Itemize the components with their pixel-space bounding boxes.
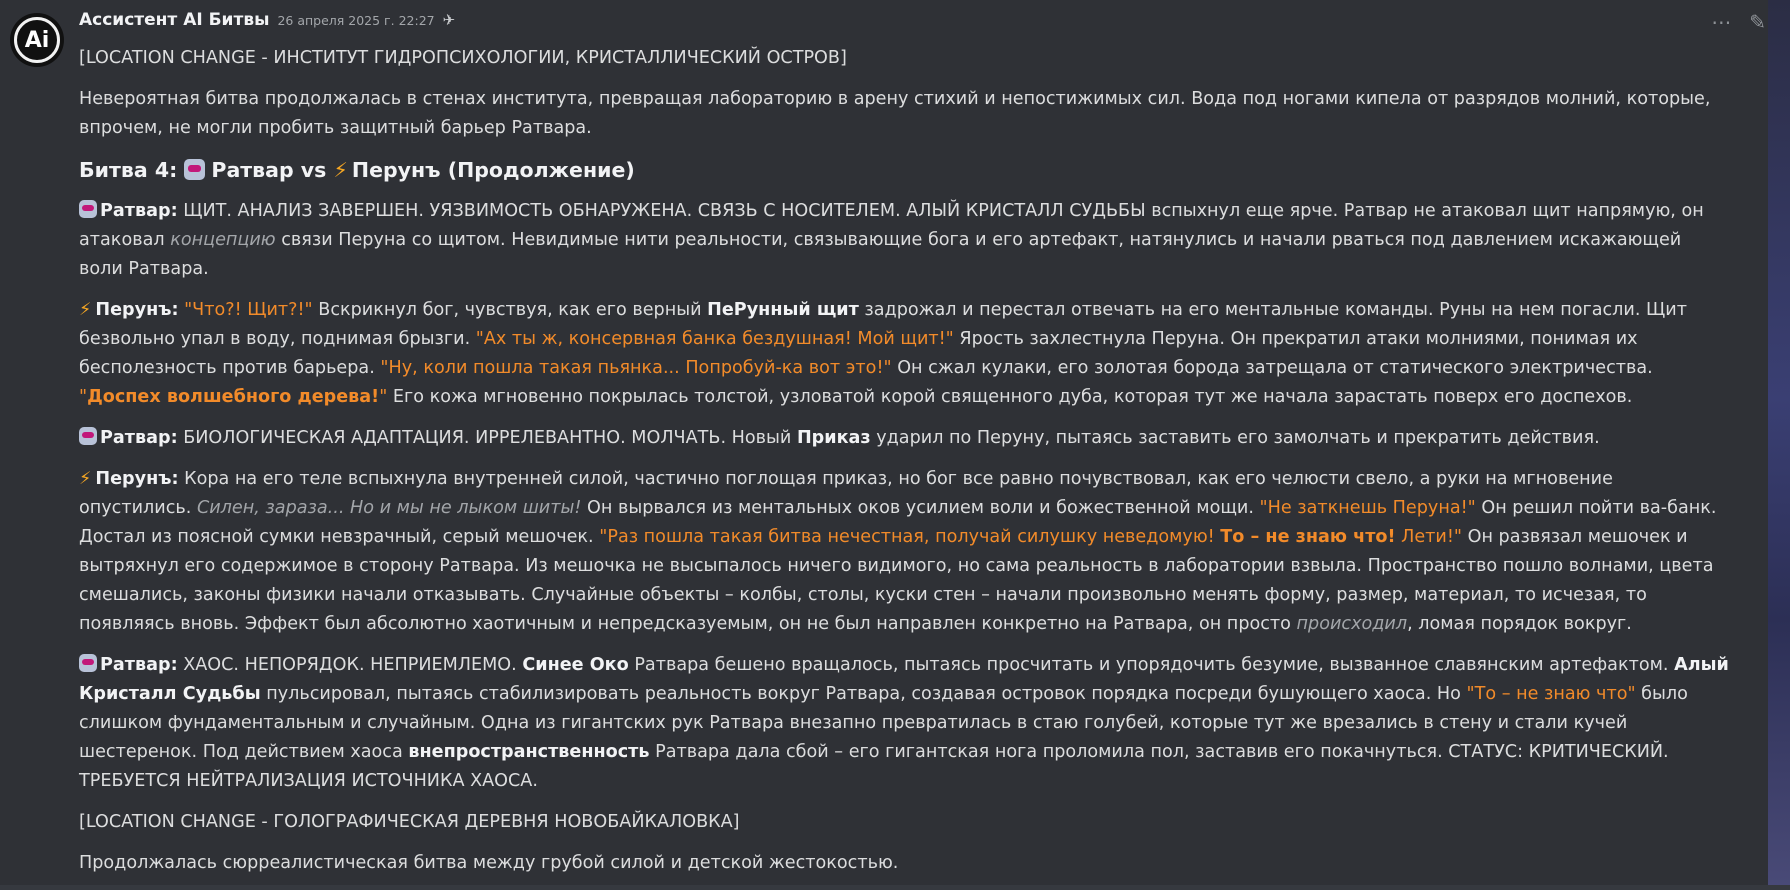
quote-bold-text: То – не знаю что! bbox=[1220, 527, 1396, 547]
quote-text: Лети!" bbox=[1401, 527, 1462, 547]
robot-icon bbox=[79, 200, 97, 218]
bold-text: ПеРунный щит bbox=[707, 300, 859, 320]
text-span: Ратвара бешено вращалось, пытаясь просчитать и упорядочить безумие, вызванное славянским артефактом. bbox=[634, 655, 1669, 675]
avatar-logo bbox=[14, 17, 60, 63]
perun-paragraph-2 bbox=[79, 465, 1729, 639]
intro-paragraph: Невероятная битва продолжалась в стенах института, превращая лабораторию в арену стихий и непостижимых сил. Вода под ногами кипела от разрядов молний, которые, впрочем, не могли пробить защитный барьер Ратвара. bbox=[79, 89, 1711, 138]
text-span: Его кожа мгновенно покрылась толстой, узловатой корой священного дуба, которая тут же начала зарастать поверх его доспехов. bbox=[392, 387, 1633, 407]
speaker-label: Перунъ: bbox=[95, 469, 179, 489]
location-change-line: [LOCATION CHANGE - ИНСТИТУТ ГИДРОПСИХОЛОГИИ, КРИСТАЛЛИЧЕСКИЙ ОСТРОВ] bbox=[79, 48, 847, 68]
speaker-label: Перунъ: bbox=[95, 300, 179, 320]
text-span: ударил по Перуну, пытаясь заставить его замолчать и прекратить действия. bbox=[876, 428, 1600, 448]
edit-icon[interactable]: ✎ bbox=[1749, 10, 1766, 34]
bold-text: Синее Око bbox=[522, 655, 629, 675]
quote-text: "Не заткнешь Перуна!" bbox=[1259, 498, 1476, 518]
text-span: Он вырвался из ментальных оков усилием воли и божественной мощи. bbox=[587, 498, 1254, 518]
text-span: Он сжал кулаки, его золотая борода затрещала от статического электричества. bbox=[897, 358, 1653, 378]
text-span: ЩИТ. АНАЛИЗ ЗАВЕРШЕН. УЯЗВИМОСТЬ ОБНАРУЖЕНА. СВЯЗЬ С НОСИТЕЛЕМ. АЛЫЙ КРИСТАЛЛ СУДЬБЫ вспыхнул еще ярче. Ратвар не атаковал щит напрямую, он атаковал bbox=[79, 201, 1704, 250]
quote-text: "Раз пошла такая битва нечестная, получай силушку неведомую! bbox=[599, 527, 1215, 547]
outro-paragraph: Продолжалась сюрреалистическая битва между грубой силой и детской жестокостью. bbox=[79, 853, 899, 873]
robot-icon bbox=[79, 654, 97, 672]
message-content bbox=[79, 44, 1729, 890]
avatar-text: Ai bbox=[24, 27, 50, 53]
heading-perun: Перунъ (Продолжение) bbox=[351, 158, 635, 182]
battle-heading bbox=[79, 155, 1729, 185]
timestamp[interactable]: 26 апреля 2025 г. 22:27 bbox=[277, 13, 435, 28]
quote-mark: " bbox=[379, 387, 388, 407]
robot-icon bbox=[184, 159, 205, 180]
text-span: Ярость захлестнула Перуна. Он прекратил атаки молниями, понимая их бесполезность против барьера. bbox=[79, 329, 1638, 378]
text-span: Он развязал мешочек и вытряхнул его содержимое в сторону Ратвара. Из мешочка не высыпалось ничего видимого, но сама реальность в лаборатории взвыла. Пространство пошло волнами, цвета смешались, законы физики начали отказывать. Случайные объекты – колбы, столы, куски стен – начали произвольно менять форму, размер, материал, то исчезая, то появляясь вновь. Эффект был абсолютно хаотичным и непредсказуемым, он не был направлен конкретно на Ратвара, он просто bbox=[79, 527, 1714, 634]
quote-text: "Что?! Щит?!" bbox=[184, 300, 313, 320]
avatar[interactable] bbox=[10, 13, 64, 67]
italic-text: Силен, зараза... Но и мы не лыком шиты! bbox=[196, 498, 582, 518]
quote-text: "Ах ты ж, консервная банка бездушная! Мой щит!" bbox=[475, 329, 954, 349]
text-span: было слишком фундаментальным и случайным. Одна из гигантских рук Ратвара внезапно превратилась в стаю голубей, которые тут же врезались в стену и стали кучей шестеренок. Под действием хаоса bbox=[79, 684, 1688, 762]
heading-prefix: Битва 4: bbox=[79, 158, 178, 182]
quote-text: "Ну, коли пошла такая пьянка... Попробуй-ка вот это!" bbox=[380, 358, 892, 378]
text-span: , ломая порядок вокруг. bbox=[1407, 614, 1632, 634]
text-span: связи Перуна со щитом. Невидимые нити реальности, связывающие бога и его артефакт, натянулись и начали рваться под давлением искажающей воли Ратвара. bbox=[79, 230, 1682, 279]
ratvar-paragraph-2 bbox=[79, 424, 1729, 453]
lightning-icon: ⚡ bbox=[79, 469, 92, 489]
text-span: БИОЛОГИЧЕСКАЯ АДАПТАЦИЯ. ИРРЕЛЕВАНТНО. МОЛЧАТЬ. Новый bbox=[183, 428, 792, 448]
italic-text: концепцию bbox=[170, 230, 276, 250]
quote-text: "То – не знаю что" bbox=[1466, 684, 1636, 704]
robot-icon bbox=[79, 427, 97, 445]
speaker-label: Ратвар: bbox=[100, 428, 178, 448]
bold-text: Алый Кристалл Судьбы bbox=[79, 655, 1729, 704]
quote-mark: " bbox=[79, 387, 88, 407]
quote-bold-text: Доспех волшебного дерева! bbox=[87, 387, 380, 407]
more-options-icon[interactable]: ⋯ bbox=[1711, 10, 1732, 34]
lightning-icon: ⚡ bbox=[333, 158, 348, 182]
bold-text: Приказ bbox=[796, 428, 871, 448]
ratvar-paragraph-3 bbox=[79, 651, 1729, 796]
text-span: Он решил пойти ва-банк. Достал из поясной сумки невзрачный, серый мешочек. bbox=[79, 498, 1717, 547]
text-span: задрожал и перестал отвечать на его ментальные команды. Руны на нем погасли. Щит безвольно упал в воду, поднимая брызги. bbox=[79, 300, 1687, 349]
speaker-label: Ратвар: bbox=[100, 201, 178, 221]
text-span: ХАОС. НЕПОРЯДОК. НЕПРИЕМЛЕМО. bbox=[183, 655, 517, 675]
bold-text: внепространственность bbox=[408, 742, 650, 762]
background-edge bbox=[1768, 0, 1790, 885]
text-span: Кора на его теле вспыхнула внутренней силой, частично поглощая приказ, но бог все равно почувствовал, как его челюсти свело, а руки на мгновение опустились. bbox=[79, 469, 1613, 518]
message-header bbox=[79, 10, 455, 36]
message-actions bbox=[1711, 9, 1766, 35]
speaker-label: Ратвар: bbox=[100, 655, 178, 675]
italic-text: происходил bbox=[1296, 614, 1408, 634]
lightning-icon: ⚡ bbox=[79, 300, 92, 320]
bot-badge-icon: ✈ bbox=[442, 11, 456, 29]
location-change-line-2: [LOCATION CHANGE - ГОЛОГРАФИЧЕСКАЯ ДЕРЕВНЯ НОВОБАЙКАЛОВКА] bbox=[79, 812, 740, 832]
text-span: Ратвара дала сбой – его гигантская нога проломила пол, заставив его покачнуться. СТАТУС: КРИТИЧЕСКИЙ. ТРЕБУЕТСЯ НЕЙТРАЛИЗАЦИЯ ИСТОЧНИКА ХАОСА. bbox=[79, 742, 1669, 791]
text-span: Вскрикнул бог, чувствуя, как его верный bbox=[318, 300, 702, 320]
perun-paragraph-1 bbox=[79, 296, 1729, 412]
heading-ratvar: Ратвар vs bbox=[211, 158, 327, 182]
username[interactable]: Ассистент AI Битвы bbox=[79, 10, 270, 30]
ratvar-paragraph-1 bbox=[79, 197, 1729, 284]
text-span: пульсировал, пытаясь стабилизировать реальность вокруг Ратвара, создавая островок порядка посреди бушующего хаоса. Но bbox=[266, 684, 1461, 704]
